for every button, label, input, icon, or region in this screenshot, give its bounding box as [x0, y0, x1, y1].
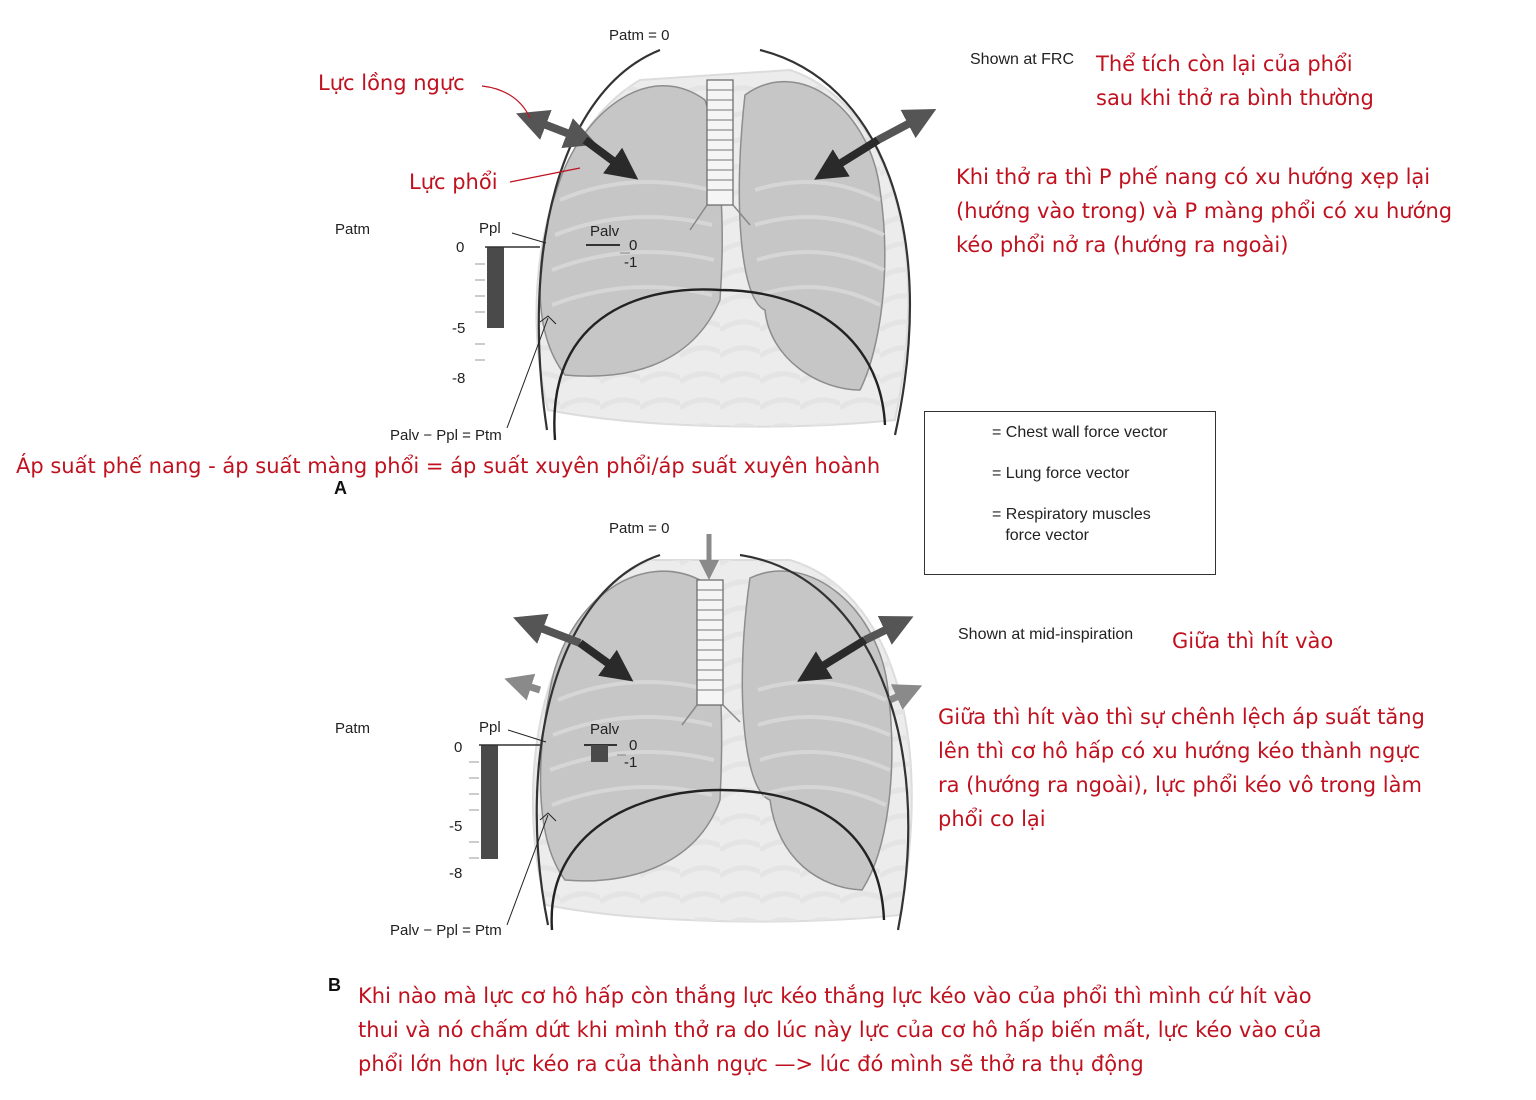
muscle-arrow-b-left	[515, 682, 540, 690]
palv-tick-0-b: 0	[629, 737, 638, 754]
shown-at-mid-inspiration: Shown at mid-inspiration	[958, 626, 1134, 643]
panel-a-figure	[475, 50, 925, 440]
trachea-b	[697, 580, 723, 705]
ptm-formula-b: Palv − Ppl = Ptm	[390, 922, 502, 939]
palv-tick-0-a: 0	[629, 237, 638, 254]
patm-top-a: Patm = 0	[609, 27, 670, 44]
note-frc-meaning: Thể tích còn lại của phổi sau khi thở ra bình thường	[1096, 52, 1374, 110]
ptm-formula-a: Palv − Ppl = Ptm	[390, 427, 502, 444]
palv-label-b: Palv	[590, 721, 620, 738]
ppl-tick-0-a: 0	[456, 239, 465, 256]
panel-b-label: B	[328, 975, 341, 995]
ppl-tick-5-a: -5	[452, 320, 466, 337]
ppl-tick-8-a: -8	[452, 370, 466, 387]
note-formula-vi: Áp suất phế nang - áp suất màng phổi = áp suất xuyên phổi/áp suất xuyên hoành	[16, 454, 881, 478]
patm-side-a: Patm	[335, 221, 371, 238]
panel-b-figure	[469, 534, 912, 930]
note-curve-chest	[482, 86, 530, 118]
chest-wall-arrow-a-right	[878, 115, 925, 140]
ppl-bar-b	[481, 745, 498, 859]
note-mid-inspiration: Giữa thì hít vào	[1172, 629, 1334, 653]
note-expiration: Khi thở ra thì P phế nang có xu hướng xẹp lại (hướng vào trong) và P màng phổi có xu hướng kéo phổi nở ra (hướng ra ngoài)	[956, 165, 1453, 257]
legend-chest-wall-label: = Chest wall force vector	[992, 424, 1168, 441]
palv-bar-b	[591, 745, 608, 762]
ppl-bar-a	[487, 247, 504, 328]
palv-tick-1-a: -1	[624, 254, 638, 271]
ppl-tick-0-b: 0	[454, 739, 463, 756]
patm-top-b: Patm = 0	[609, 520, 670, 537]
ppl-tick-5-b: -5	[449, 818, 463, 835]
left-lung-b	[541, 571, 722, 881]
legend-muscle-label: = Respiratory muscles force vector	[992, 506, 1151, 544]
note-chest-wall-force: Lực lồng ngực	[318, 71, 465, 95]
ppl-tick-8-b: -8	[449, 865, 463, 882]
palv-tick-1-b: -1	[624, 754, 638, 771]
ppl-label-b: Ppl	[479, 719, 501, 736]
trachea-a	[707, 80, 733, 205]
chest-wall-arrow-a-left	[528, 118, 585, 140]
ppl-label-a: Ppl	[479, 220, 501, 237]
shown-at-frc: Shown at FRC	[970, 51, 1075, 68]
note-lung-force: Lực phổi	[409, 170, 498, 194]
patm-side-b: Patm	[335, 720, 371, 737]
panel-a-label: A	[334, 478, 347, 498]
palv-label-a: Palv	[590, 223, 620, 240]
note-mid-inspiration-explain: Giữa thì hít vào thì sự chênh lệch áp suất tăng lên thì cơ hô hấp có xu hướng kéo thành ngực ra (hướng ra ngoài), lực phổi kéo vô trong làm phổi co lại	[938, 705, 1425, 831]
legend-lung-label: = Lung force vector	[992, 465, 1130, 482]
note-bottom-summary: Khi nào mà lực cơ hô hấp còn thắng lực kéo thắng lực kéo vào của phổi thì mình cứ hít vào thui và nó chấm dứt khi mình thở ra do lúc này lực của cơ hô hấp biến mất, lực kéo vào của phổi lớn hơn lực kéo ra của thành ngực —> lúc đó mình sẽ thở ra thụ động	[358, 984, 1322, 1076]
